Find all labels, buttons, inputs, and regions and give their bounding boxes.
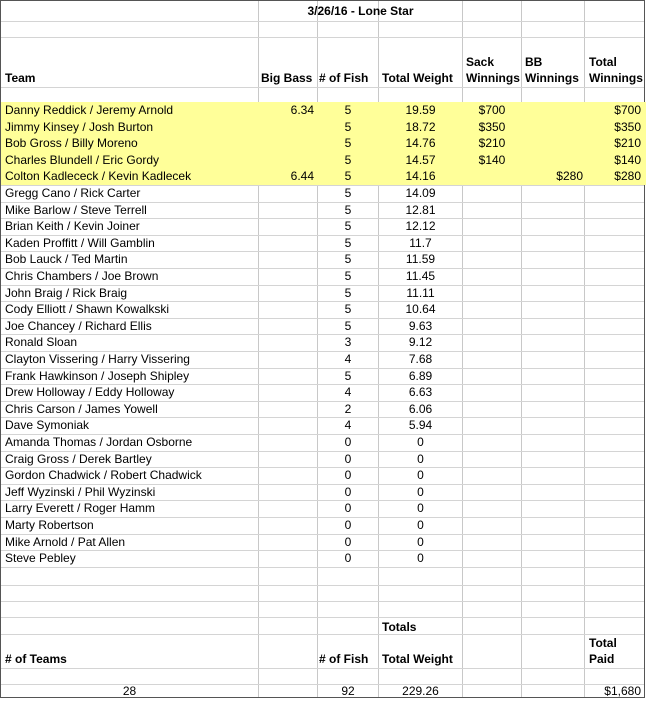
fish-count: 5 xyxy=(344,302,352,317)
table-row xyxy=(1,517,646,534)
big-bass-value xyxy=(259,351,314,368)
sack-winnings xyxy=(463,401,521,418)
big-bass-value xyxy=(259,500,314,517)
team-name: Bob Gross / Billy Moreno xyxy=(5,136,138,151)
total-weight: 14.57 xyxy=(405,152,436,167)
total-winnings: $210 xyxy=(614,136,641,151)
totals-fish-label: # of Fish xyxy=(319,652,369,666)
sack-winnings xyxy=(463,500,521,517)
grid-line xyxy=(1,668,644,669)
team-name: Gordon Chadwick / Robert Chadwick xyxy=(5,468,202,483)
sack-winnings: $700 xyxy=(478,103,506,117)
fish-count: 5 xyxy=(344,186,352,200)
table-row xyxy=(1,467,646,484)
big-bass-value xyxy=(259,135,314,152)
header-total-1: Total xyxy=(589,55,617,69)
team-name: Drew Holloway / Eddy Holloway xyxy=(5,385,175,400)
total-winnings xyxy=(585,534,641,551)
total-winnings xyxy=(585,500,641,517)
totals-weight-label: Total Weight xyxy=(382,652,453,666)
table-row xyxy=(1,550,646,567)
total-weight: 0 xyxy=(417,551,424,566)
table-row xyxy=(1,135,646,152)
fish-count: 5 xyxy=(344,169,352,184)
table-row xyxy=(1,500,646,517)
total-winnings: $350 xyxy=(614,119,641,134)
total-winnings xyxy=(585,268,641,285)
total-weight: 9.12 xyxy=(408,335,433,350)
table-row xyxy=(1,417,646,434)
table-row xyxy=(1,534,646,551)
bb-winnings xyxy=(521,202,583,219)
big-bass-value xyxy=(259,384,314,401)
big-bass-value xyxy=(259,417,314,434)
total-weight: 6.63 xyxy=(408,385,433,400)
bb-winnings xyxy=(521,500,583,517)
page-title: 3/26/16 - Lone Star xyxy=(307,4,414,18)
team-name: Jimmy Kinsey / Josh Burton xyxy=(5,119,154,134)
big-bass-value xyxy=(259,185,314,202)
header-total-2: Winnings xyxy=(589,71,643,85)
sack-winnings xyxy=(463,467,521,484)
table-row xyxy=(1,351,646,368)
sack-winnings xyxy=(463,368,521,385)
table-row xyxy=(1,168,646,185)
total-weight: 5.94 xyxy=(408,418,433,433)
grid-line xyxy=(1,617,644,618)
bb-winnings xyxy=(521,517,583,534)
big-bass-value xyxy=(259,119,314,136)
team-name: Dave Symoniak xyxy=(5,418,90,433)
big-bass-value: 6.44 xyxy=(290,169,314,184)
table-row xyxy=(1,185,646,202)
fish-count: 0 xyxy=(344,501,352,516)
total-winnings: $700 xyxy=(614,103,641,117)
total-winnings xyxy=(585,318,641,335)
sack-winnings: $350 xyxy=(478,119,506,134)
sack-winnings xyxy=(463,235,521,252)
sack-winnings xyxy=(463,434,521,451)
bb-winnings xyxy=(521,218,583,235)
sack-winnings: $140 xyxy=(478,152,506,167)
total-winnings xyxy=(585,401,641,418)
bb-winnings: $280 xyxy=(556,169,583,184)
sack-winnings xyxy=(463,550,521,567)
total-weight: 0 xyxy=(417,484,424,499)
total-weight: 11.11 xyxy=(406,285,435,300)
big-bass-value xyxy=(259,334,314,351)
team-name: Kaden Proffitt / Will Gamblin xyxy=(5,235,155,250)
big-bass-value xyxy=(259,218,314,235)
team-name: Mike Arnold / Pat Allen xyxy=(5,534,126,549)
grid-line xyxy=(1,601,644,602)
bb-winnings xyxy=(521,434,583,451)
bb-winnings xyxy=(521,251,583,268)
team-name: Clayton Vissering / Harry Vissering xyxy=(5,352,190,366)
big-bass-value xyxy=(259,368,314,385)
fish-count: 4 xyxy=(344,352,352,366)
total-weight: 0 xyxy=(417,451,424,466)
totals-paid-value: $1,680 xyxy=(604,684,641,698)
header-num-fish: # of Fish xyxy=(319,71,369,85)
sack-winnings xyxy=(463,534,521,551)
table-row xyxy=(1,368,646,385)
grid-line xyxy=(1,634,644,635)
total-weight: 0 xyxy=(417,501,424,516)
big-bass-value: 6.34 xyxy=(290,103,314,117)
total-winnings xyxy=(585,384,641,401)
total-weight: 11.45 xyxy=(405,269,436,283)
team-name: Danny Reddick / Jeremy Arnold xyxy=(5,103,174,117)
totals-row xyxy=(1,683,646,700)
bb-winnings xyxy=(521,185,583,202)
bb-winnings xyxy=(521,301,583,318)
header-sack-1: Sack xyxy=(466,55,495,69)
sack-winnings xyxy=(463,268,521,285)
total-winnings xyxy=(585,417,641,434)
grid-line xyxy=(1,567,644,568)
team-name: Gregg Cano / Rick Carter xyxy=(5,186,141,200)
team-name: Cody Elliott / Shawn Kowalkski xyxy=(5,302,170,317)
sack-winnings xyxy=(463,185,521,202)
total-winnings xyxy=(585,434,641,451)
fish-count: 4 xyxy=(344,418,352,433)
total-winnings xyxy=(585,301,641,318)
sack-winnings xyxy=(463,285,521,302)
table-row xyxy=(1,451,646,468)
bb-winnings xyxy=(521,119,583,136)
header-bb-2: Winnings xyxy=(525,71,579,85)
total-weight: 9.63 xyxy=(408,318,433,333)
table-row xyxy=(1,235,646,252)
table-row xyxy=(1,334,646,351)
sack-winnings xyxy=(463,517,521,534)
fish-count: 0 xyxy=(344,435,352,449)
team-name: Bob Lauck / Ted Martin xyxy=(5,252,128,267)
total-winnings xyxy=(585,185,641,202)
team-name: Brian Keith / Kevin Joiner xyxy=(5,219,140,234)
totals-paid-label-1: Total xyxy=(589,636,617,650)
fish-count: 5 xyxy=(344,219,352,234)
table-row xyxy=(1,218,646,235)
total-winnings: $280 xyxy=(614,169,641,184)
total-weight: 0 xyxy=(417,468,424,483)
sack-winnings xyxy=(463,318,521,335)
total-winnings xyxy=(585,550,641,567)
total-winnings xyxy=(585,467,641,484)
total-winnings xyxy=(585,484,641,501)
team-name: Charles Blundell / Eric Gordy xyxy=(5,152,160,167)
bb-winnings xyxy=(521,417,583,434)
table-row xyxy=(1,268,646,285)
total-weight: 18.72 xyxy=(405,119,436,134)
grid-line xyxy=(1,87,644,88)
total-weight: 11.59 xyxy=(405,252,436,267)
totals-teams-label: # of Teams xyxy=(5,652,67,666)
bb-winnings xyxy=(521,285,583,302)
fish-count: 0 xyxy=(344,551,352,566)
fish-count: 5 xyxy=(344,202,352,217)
table-row xyxy=(1,401,646,418)
team-name: Mike Barlow / Steve Terrell xyxy=(5,202,147,217)
big-bass-value xyxy=(259,401,314,418)
total-winnings xyxy=(585,285,641,302)
fish-count: 4 xyxy=(344,385,352,400)
bb-winnings xyxy=(521,401,583,418)
team-name: Steve Pebley xyxy=(5,551,76,566)
total-weight: 12.81 xyxy=(405,202,436,217)
fish-count: 0 xyxy=(344,484,352,499)
big-bass-value xyxy=(259,451,314,468)
total-winnings xyxy=(585,368,641,385)
fish-count: 0 xyxy=(344,534,352,549)
fish-count: 0 xyxy=(344,518,352,532)
total-weight: 0 xyxy=(417,435,424,449)
total-weight: 0 xyxy=(417,534,424,549)
fish-count: 5 xyxy=(344,136,352,151)
grid-line xyxy=(1,585,644,586)
fish-count: 5 xyxy=(344,152,352,167)
total-weight: 14.16 xyxy=(405,169,436,184)
total-winnings: $140 xyxy=(614,152,641,167)
total-weight: 6.06 xyxy=(408,401,433,416)
fish-count: 2 xyxy=(344,401,352,416)
team-name: Joe Chancey / Richard Ellis xyxy=(5,318,152,333)
table-row xyxy=(1,285,646,302)
fish-count: 5 xyxy=(344,368,352,383)
team-name: Colton Kadlececk / Kevin Kadlecek xyxy=(5,169,192,184)
bb-winnings xyxy=(521,268,583,285)
total-winnings xyxy=(585,351,641,368)
totals-teams-value: 28 xyxy=(122,684,137,698)
sack-winnings xyxy=(463,202,521,219)
fish-count: 3 xyxy=(344,335,352,350)
header-team: Team xyxy=(5,71,36,85)
sack-winnings xyxy=(463,417,521,434)
bb-winnings xyxy=(521,384,583,401)
big-bass-value xyxy=(259,467,314,484)
bb-winnings xyxy=(521,534,583,551)
bb-winnings xyxy=(521,235,583,252)
totals-label: Totals xyxy=(382,620,417,634)
total-winnings xyxy=(585,202,641,219)
bb-winnings xyxy=(521,102,583,119)
fish-count: 5 xyxy=(344,269,352,283)
table-row xyxy=(1,251,646,268)
total-weight: 7.68 xyxy=(408,352,433,366)
big-bass-value xyxy=(259,235,314,252)
sack-winnings: $210 xyxy=(478,136,506,151)
bb-winnings xyxy=(521,318,583,335)
big-bass-value xyxy=(259,152,314,169)
bb-winnings xyxy=(521,135,583,152)
total-weight: 19.59 xyxy=(405,103,436,117)
total-weight: 10.64 xyxy=(405,302,436,317)
sack-winnings xyxy=(463,218,521,235)
table-row xyxy=(1,318,646,335)
fish-count: 0 xyxy=(344,451,352,466)
total-winnings xyxy=(585,218,641,235)
header-total-weight: Total Weight xyxy=(382,71,453,85)
fish-count: 5 xyxy=(344,318,352,333)
team-name: Chris Carson / James Yowell xyxy=(5,401,158,416)
total-weight: 14.76 xyxy=(405,136,436,151)
sack-winnings xyxy=(463,334,521,351)
totals-weight-value: 229.26 xyxy=(402,684,439,698)
sack-winnings xyxy=(463,384,521,401)
totals-fish-value: 92 xyxy=(341,684,355,698)
bb-winnings xyxy=(521,351,583,368)
bb-winnings xyxy=(521,368,583,385)
table-row xyxy=(1,102,646,119)
sack-winnings xyxy=(463,484,521,501)
fish-count: 5 xyxy=(344,119,352,134)
sack-winnings xyxy=(463,251,521,268)
fish-count: 5 xyxy=(344,235,352,250)
table-row xyxy=(1,202,646,219)
fish-count: 5 xyxy=(344,252,352,267)
total-weight: 0 xyxy=(417,518,424,532)
total-winnings xyxy=(585,451,641,468)
table-row xyxy=(1,119,646,136)
bb-winnings xyxy=(521,152,583,169)
total-winnings xyxy=(585,251,641,268)
bb-winnings xyxy=(521,467,583,484)
bb-winnings xyxy=(521,451,583,468)
big-bass-value xyxy=(259,301,314,318)
table-row xyxy=(1,384,646,401)
sack-winnings xyxy=(463,168,521,185)
grid-line xyxy=(1,37,644,38)
table-row xyxy=(1,301,646,318)
total-winnings xyxy=(585,517,641,534)
bb-winnings xyxy=(521,334,583,351)
total-winnings xyxy=(585,235,641,252)
big-bass-value xyxy=(259,202,314,219)
team-name: Larry Everett / Roger Hamm xyxy=(5,501,156,516)
grid-line xyxy=(1,21,644,22)
table-row xyxy=(1,434,646,451)
big-bass-value xyxy=(259,318,314,335)
big-bass-value xyxy=(259,434,314,451)
big-bass-value xyxy=(259,517,314,534)
total-weight: 14.09 xyxy=(405,186,436,200)
sack-winnings xyxy=(463,301,521,318)
big-bass-value xyxy=(259,268,314,285)
table-row xyxy=(1,484,646,501)
bb-winnings xyxy=(521,550,583,567)
big-bass-value xyxy=(259,534,314,551)
sack-winnings xyxy=(463,451,521,468)
total-winnings xyxy=(585,334,641,351)
header-bb-1: BB xyxy=(525,55,543,69)
fish-count: 0 xyxy=(344,468,352,483)
team-name: Amanda Thomas / Jordan Osborne xyxy=(5,435,193,449)
team-name: Frank Hawkinson / Joseph Shipley xyxy=(5,368,190,383)
bb-winnings xyxy=(521,484,583,501)
team-name: Ronald Sloan xyxy=(5,335,78,350)
total-weight: 12.12 xyxy=(405,219,436,234)
big-bass-value xyxy=(259,285,314,302)
fish-count: 5 xyxy=(344,103,352,117)
totals-paid-label-2: Paid xyxy=(589,652,615,666)
big-bass-value xyxy=(259,484,314,501)
big-bass-value xyxy=(259,251,314,268)
team-name: John Braig / Rick Braig xyxy=(5,285,128,300)
team-name: Jeff Wyzinski / Phil Wyzinski xyxy=(5,484,156,499)
big-bass-value xyxy=(259,550,314,567)
total-weight: 11.7 xyxy=(409,235,432,250)
fish-count: 5 xyxy=(344,285,352,300)
header-sack-2: Winnings xyxy=(466,71,520,85)
sack-winnings xyxy=(463,351,521,368)
total-weight: 6.89 xyxy=(408,368,433,383)
team-name: Craig Gross / Derek Bartley xyxy=(5,451,152,466)
team-name: Marty Robertson xyxy=(5,518,94,532)
table-row xyxy=(1,152,646,169)
header-big-bass: Big Bass xyxy=(261,71,313,85)
team-name: Chris Chambers / Joe Brown xyxy=(5,269,159,283)
